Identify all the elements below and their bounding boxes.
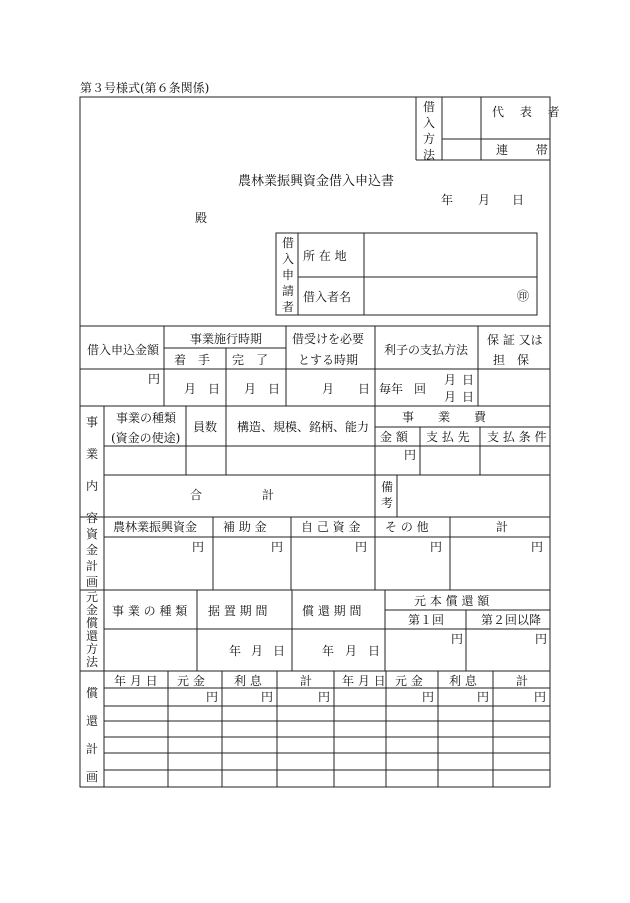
end-day: 日 xyxy=(268,382,281,396)
form-title: 農林業振興資金借入申込書 xyxy=(238,174,395,189)
needed-header-2: とする時期 xyxy=(298,353,359,367)
date-year: 年 xyxy=(441,193,454,207)
repay-method-label: 元 金 償 還 方 法 xyxy=(85,590,98,669)
plan-principal-yen-1: 円 xyxy=(206,690,219,704)
funding-total-yen: 円 xyxy=(531,540,544,554)
joint-label: 連 帯 xyxy=(496,143,560,157)
start-header: 着 手 xyxy=(174,353,211,367)
second-yen: 円 xyxy=(535,632,548,646)
repay-plan-label: 償 還 計 画 xyxy=(85,686,98,784)
other-header: そ の 他 xyxy=(385,520,429,534)
payee-header: 支 払 先 xyxy=(426,430,470,444)
plan-principal-header-2: 元 金 xyxy=(395,674,423,688)
plan-total-header-1: 計 xyxy=(300,674,313,688)
subsidy-yen: 円 xyxy=(271,540,284,554)
loan-amount-header: 借入申込金額 xyxy=(87,343,160,357)
needed-month: 月 xyxy=(322,382,335,396)
pay-month-2: 月 xyxy=(444,390,457,404)
plan-date-header-1: 年 月 日 xyxy=(114,674,158,688)
remarks-label: 備 考 xyxy=(380,480,393,510)
promotion-header: 農林業振興資金 xyxy=(113,520,198,534)
funding-total-header: 計 xyxy=(496,520,509,534)
start-month: 月 xyxy=(184,382,197,396)
period-year: 年 xyxy=(322,644,335,658)
plan-date-header-2: 年 月 日 xyxy=(342,674,386,688)
second-header: 第２回以降 xyxy=(481,613,542,627)
needed-day: 日 xyxy=(358,382,371,396)
period-header: 事業施行時期 xyxy=(190,332,263,346)
deferment-year: 年 xyxy=(229,644,242,658)
own-funds-yen: 円 xyxy=(355,540,368,554)
repay-type-header: 事 業 の 種 類 xyxy=(112,604,188,618)
applicant-label: 借 入 申 請 者 xyxy=(281,236,294,314)
end-month: 月 xyxy=(244,382,257,396)
date-month: 月 xyxy=(478,193,491,207)
subsidy-header: 補 助 金 xyxy=(223,520,267,534)
terms-header: 支 払 条 件 xyxy=(487,430,547,444)
address-label: 所 在 地 xyxy=(303,249,347,263)
business-total: 合 計 xyxy=(190,488,275,502)
deferment-header: 据 置 期 間 xyxy=(208,604,268,618)
amount-yen: 円 xyxy=(148,372,161,386)
times: 回 xyxy=(414,382,427,396)
expense-yen: 円 xyxy=(404,448,417,462)
period-month: 月 xyxy=(345,644,358,658)
first-header: 第１回 xyxy=(408,613,445,627)
pay-month-1: 月 xyxy=(444,373,457,387)
principal-header: 元 本 償 還 額 xyxy=(414,594,490,608)
borrow-method-label: 借 入 方 法 xyxy=(422,100,435,162)
business-type-sub: (資金の使途) xyxy=(111,431,181,445)
every-year: 毎年 xyxy=(379,382,404,396)
plan-total-header-2: 計 xyxy=(516,674,529,688)
expense-amount-header: 金 額 xyxy=(380,430,408,444)
expense-header: 事 業 費 xyxy=(402,410,487,424)
plan-total-yen-1: 円 xyxy=(318,690,331,704)
plan-interest-header-2: 利 息 xyxy=(449,674,477,688)
repay-period-header: 償 還 期 間 xyxy=(302,604,362,618)
funding-label: 資 金 計 画 xyxy=(85,527,98,589)
addressee: 殿 xyxy=(195,211,208,225)
name-label: 借入者名 xyxy=(303,290,352,304)
first-yen: 円 xyxy=(451,632,464,646)
plan-total-yen-2: 円 xyxy=(534,690,547,704)
business-type-header: 事業の種類 xyxy=(116,411,177,425)
representative-label: 代 表 者 xyxy=(492,105,566,119)
own-funds-header: 自 己 資 金 xyxy=(301,520,361,534)
promotion-yen: 円 xyxy=(192,540,205,554)
guarantee-header-2: 担 保 xyxy=(493,353,530,367)
plan-interest-yen-2: 円 xyxy=(477,690,490,704)
pay-day-2: 日 xyxy=(462,390,475,404)
plan-principal-header-1: 元 金 xyxy=(177,674,205,688)
form-label: 第３号様式(第６条関係) xyxy=(80,81,210,95)
business-label: 事 業 内 容 xyxy=(85,415,98,525)
other-yen: 円 xyxy=(430,540,443,554)
pay-day-1: 日 xyxy=(462,373,475,387)
end-header: 完 了 xyxy=(232,353,269,367)
structure-header: 構造、規模、銘柄、能力 xyxy=(237,420,370,434)
plan-principal-yen-2: 円 xyxy=(422,690,435,704)
period-day: 日 xyxy=(368,644,381,658)
plan-interest-yen-1: 円 xyxy=(261,690,274,704)
staff-header: 員数 xyxy=(193,420,218,434)
guarantee-header-1: 保 証 又は xyxy=(487,333,543,347)
date-day: 日 xyxy=(512,193,525,207)
start-day: 日 xyxy=(208,382,221,396)
interest-header: 利子の支払方法 xyxy=(384,343,469,357)
deferment-day: 日 xyxy=(273,644,286,658)
plan-interest-header-1: 利 息 xyxy=(234,674,262,688)
needed-header-1: 借受けを必要 xyxy=(292,332,365,346)
deferment-month: 月 xyxy=(251,644,264,658)
seal-mark: ㊞ xyxy=(517,289,530,303)
